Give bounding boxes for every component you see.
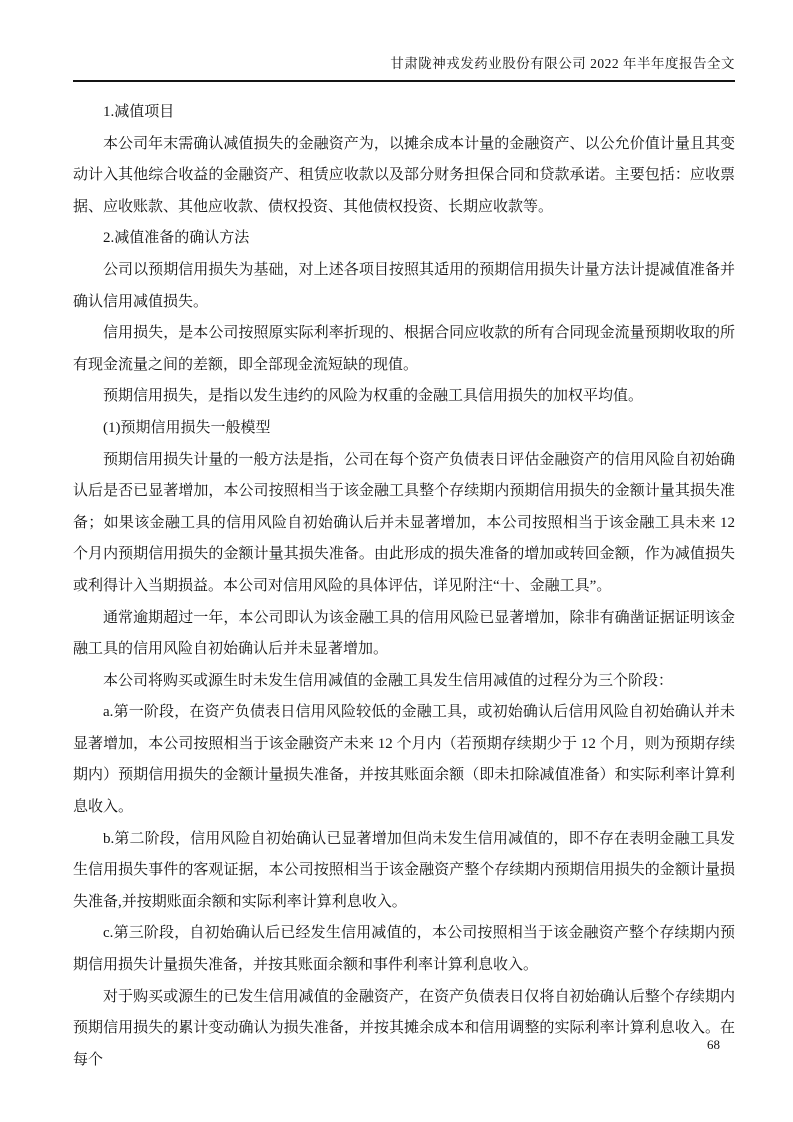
- document-body: [73, 97, 735, 1076]
- report-header-title: 甘肃陇神戎发药业股份有限公司 2022 年半年度报告全文: [390, 56, 735, 71]
- paragraph-1: 1.减值项目: [103, 104, 175, 120]
- paragraph-11: a.第一阶段，在资产负债表日信用风险较低的金融工具，或初始确认后信用风险自初始确认并未显著增加，本公司按照相当于该金融资产未来 12 个月内（若预期存续期少于 12 个月，则为预期存续期内）预期信用损失的金额计量损失准备，并按其账面余额（即未扣除减值准备）和实际利率计算利息收入。: [73, 704, 735, 816]
- page-number: 68: [707, 1037, 720, 1052]
- paragraph-13: c.第三阶段，自初始确认后已经发生信用减值的，本公司按照相当于该金融资产整个存续期内预期信用损失计量损失准备，并按其账面余额和事件利率计算利息收入。: [73, 925, 735, 974]
- paragraph-12: b.第二阶段，信用风险自初始确认已显著增加但尚未发生信用减值的，即不存在表明金融工具发生信用损失事件的客观证据，本公司按照相当于该金融资产整个存续期内预期信用损失的金额计量损失准备,并按期账面余额和实际利率计算利息收入。: [73, 830, 735, 910]
- paragraph-6: 预期信用损失，是指以发生违约的风险为权重的金融工具信用损失的加权平均值。: [103, 388, 644, 405]
- report-header: [73, 52, 735, 82]
- paragraph-10: 本公司将购买或源生时未发生信用减值的金融工具发生信用减值的过程分为三个阶段：: [103, 672, 674, 689]
- paragraph-2: 本公司年末需确认减值损失的金融资产为，以摊余成本计量的金融资产、以公允价值计量且其变动计入其他综合收益的金融资产、租赁应收款以及部分财务担保合同和贷款承诺。主要包括：应收票据、应收账款、其他应收款、债权投资、其他债权投资、长期应收款等。: [73, 135, 735, 215]
- paragraph-5: 信用损失，是本公司按照原实际利率折现的、根据合同应收款的所有合同现金流量预期收取的所有现金流量之间的差额，即全部现金流短缺的现值。: [73, 325, 735, 373]
- paragraph-4: 公司以预期信用损失为基础，对上述各项目按照其适用的预期信用损失计量方法计提减值准备并确认信用减值损失。: [73, 261, 735, 310]
- paragraph-8: 预期信用损失计量的一般方法是指，公司在每个资产负债表日评估金融资产的信用风险自初始确认后是否已显著增加，本公司按照相当于该金融工具整个存续期内预期信用损失的金额计量其损失准备；如果该金融工具的信用风险自初始确认后并未显著增加，本公司按照相当于该金融工具未来 12 个月内预期信用损失的金额计量其损失准备。由此形成的损失准备的增加或转回金额，作为减值损失或利得计入当期损益。本公司对信用风险的具体评估，详见附注“十、金融工具”。: [73, 451, 735, 594]
- paragraph-7: (1)预期信用损失一般模型: [103, 419, 271, 436]
- paragraph-14: 对于购买或源生的已发生信用减值的金融资产，在资产负债表日仅将自初始确认后整个存续期内预期信用损失的累计变动确认为损失准备，并按其摊余成本和信用调整的实际利率计算利息收入。在每个: [73, 988, 735, 1068]
- paragraph-3: 2.减值准备的确认方法: [103, 230, 250, 247]
- paragraph-9: 通常逾期超过一年，本公司即认为该金融工具的信用风险已显著增加，除非有确凿证据证明该金融工具的信用风险自初始确认后并未显著增加。: [73, 609, 735, 658]
